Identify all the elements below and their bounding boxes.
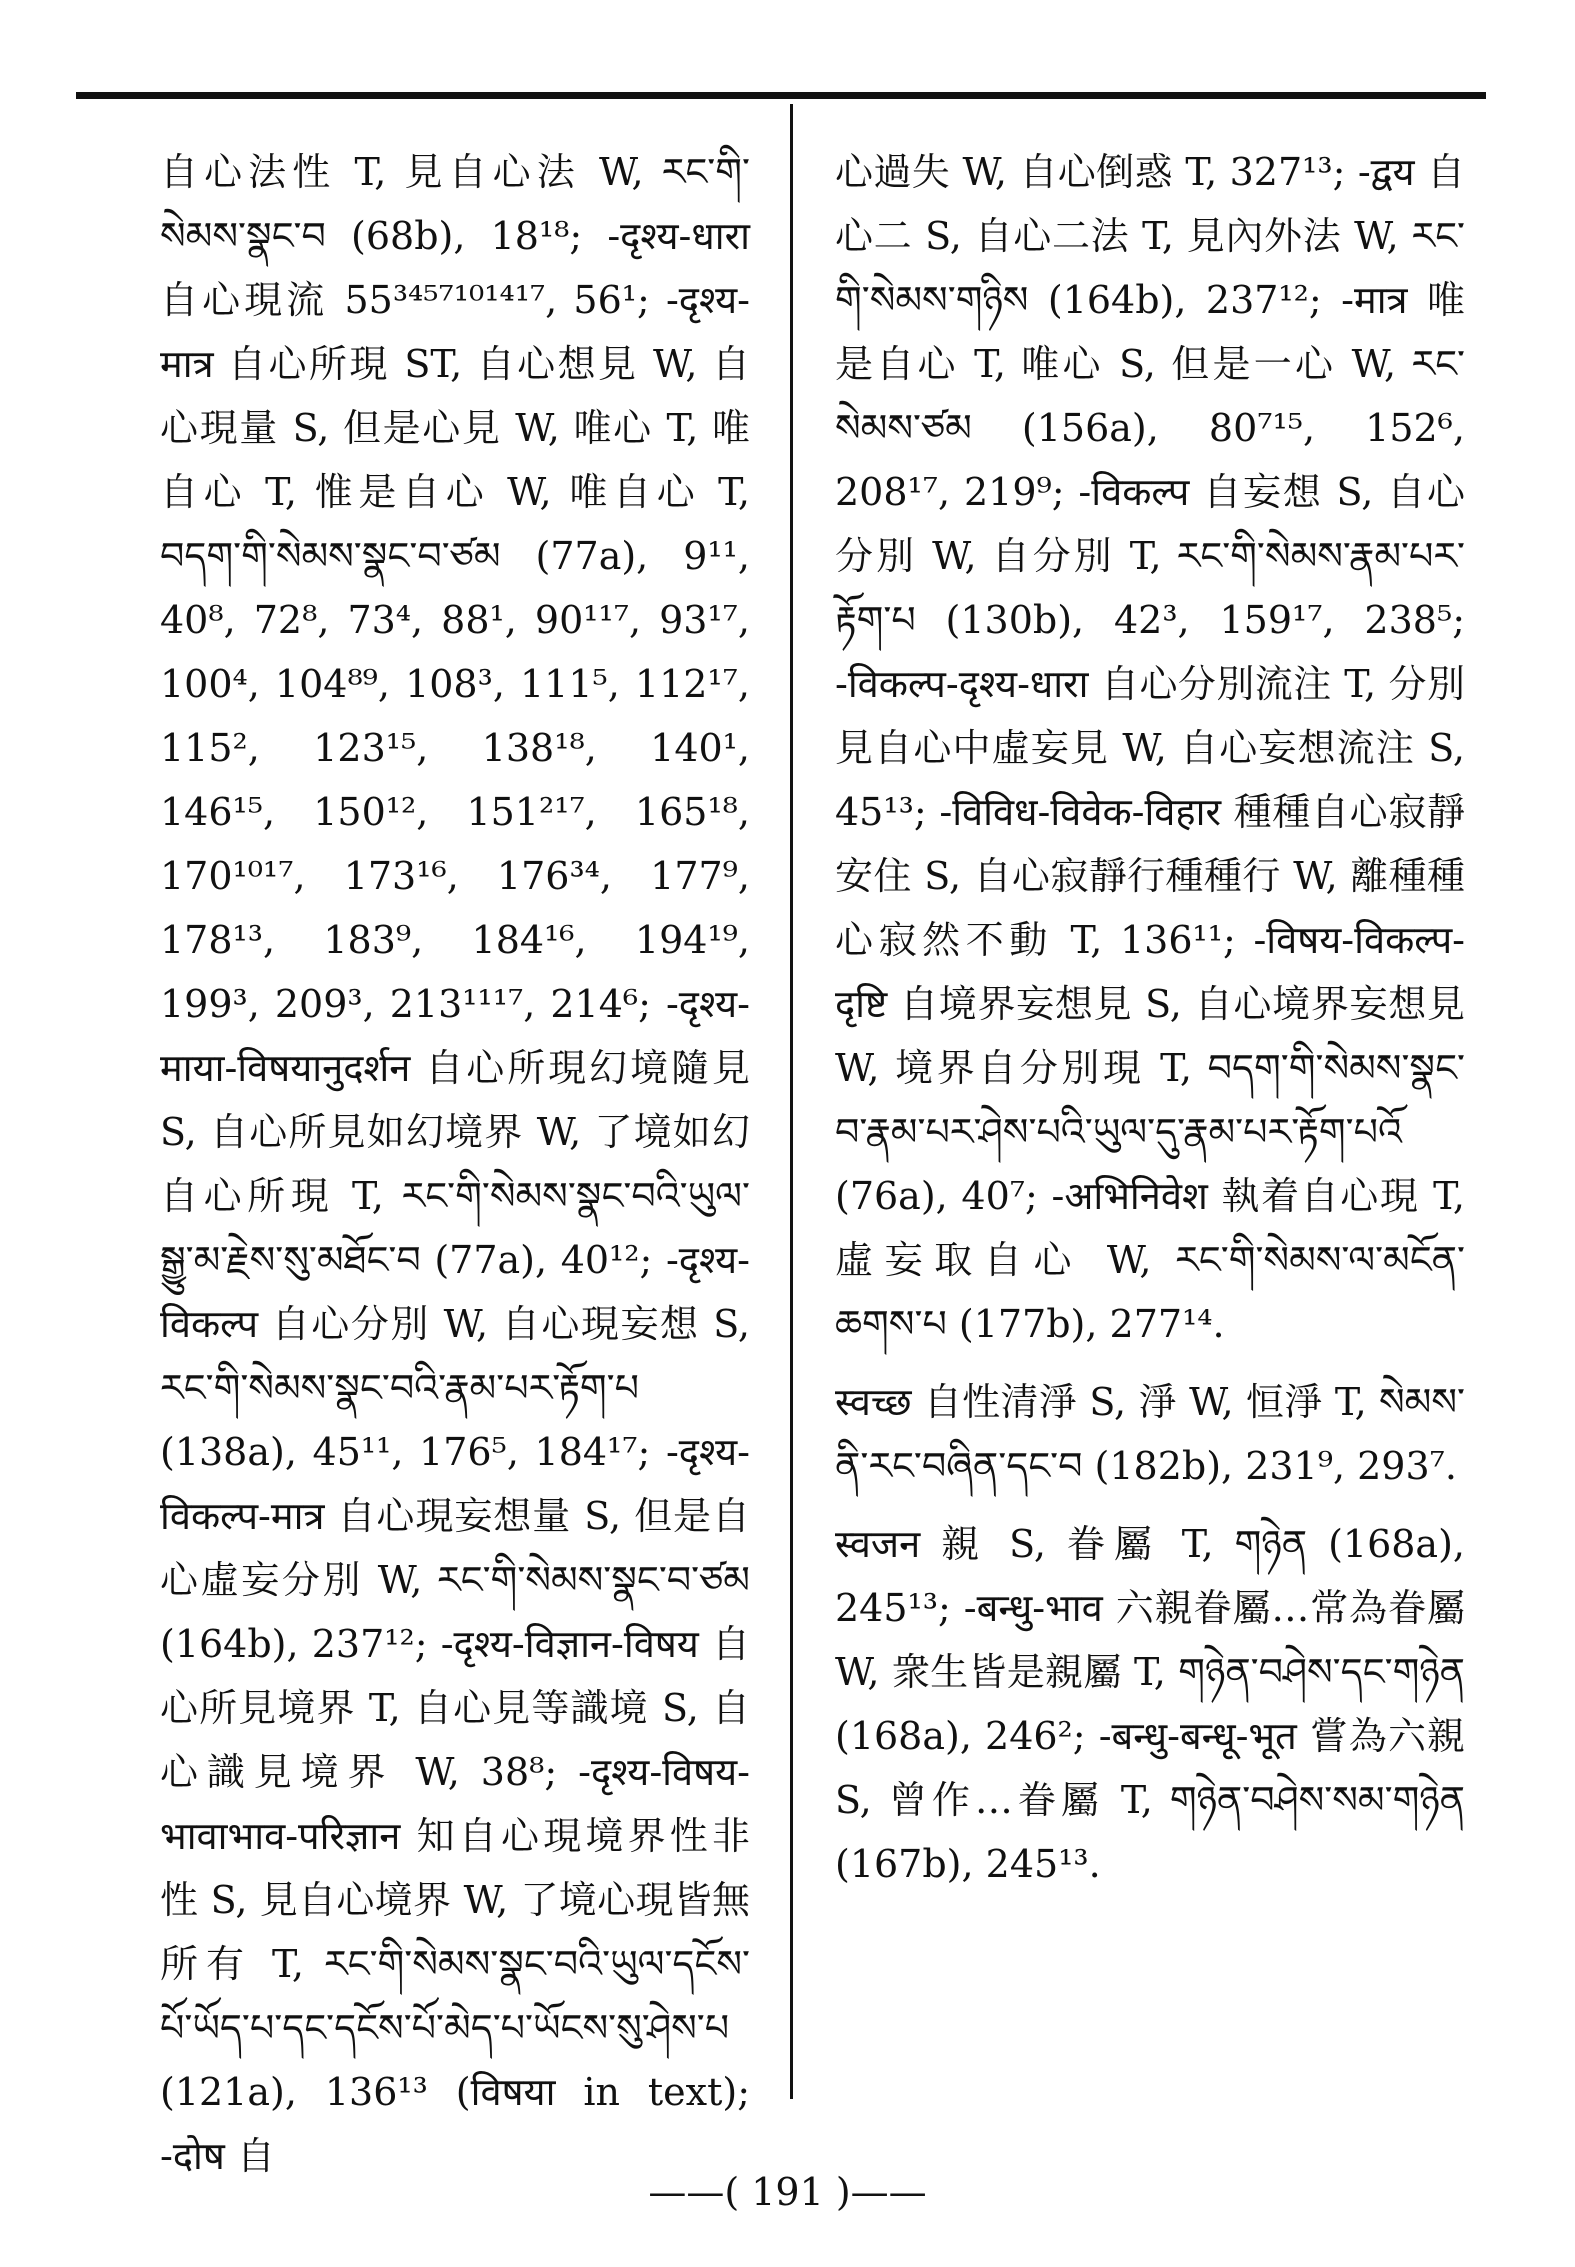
page-number: ——( 191 )——: [648, 2170, 927, 2214]
column-divider: [790, 104, 793, 2099]
top-rule: [76, 92, 1486, 99]
left-column: [160, 140, 750, 2188]
right-column: [835, 140, 1465, 1896]
entry-svacittadosa-continued: 心過失 W, 自心倒惑 T, 327¹³; -द्वय 自心二 S, 自心二法 T, 見內外法 W, རང་གི་སེམས་གཉིས (164b), 237¹²; -मात्र 唯是自心 T, 唯心 S, 但是一心 W, རང་སེམས་ཙམ (156a), 80⁷¹⁵, 152⁶, 208¹⁷, 219⁹; -विकल्प 自妄想 S, 自心分別 W, 自分別 T, རང་གི་སེམས་རྣམ་པར་རྟོག་པ (130b), 42³, 159¹⁷, 238⁵; -विकल्प-दृश्य-धारा 自心分別流注 T, 分別見自心中虛妄見 W, 自心妄想流注 S, 45¹³; -विविध-विवेक-विहार 種種自心寂靜安住 S, 自心寂靜行種種行 W, 離種種心寂然不動 T, 136¹¹; -विषय-विकल्प-दृष्टि 自境界妄想見 S, 自心境界妄想見 W, 境界自分別現 T, བདག་གི་སེམས་སྣང་བ་རྣམ་པར་ཤེས་པའི་ཡུལ་དུ་རྣམ་པར་རྟོག་པའོ (76a), 40⁷; -अभिनिवेश 執着自心現 T, 虛妄取自心 W, རང་གི་སེམས་ལ་མངོན་ཆགས་པ (177b), 277¹⁴.: [835, 150, 1465, 1346]
entry-svajana: स्वजन 親 S, 眷屬 T, གཉེན (168a), 245¹³; -बन्धु-भाव 六親眷屬…常為眷屬 W, 衆生皆是親屬 T, གཉེན་བཤེས་དང་གཉེན (168a), 246²; -बन्धु-बन्धू-भूत 嘗為六親 S, 曾作…眷屬 T, གཉེན་བཤེས་སམ་གཉེན (167b), 245¹³.: [835, 1522, 1465, 1886]
entry-svaccha: स्वच्छ 自性清淨 S, 淨 W, 恒淨 T, སེམས་ནི་རང་བཞིན་དང་བ (182b), 231⁹, 293⁷.: [835, 1380, 1465, 1488]
left-column-text: 自心法性 T, 見自心法 W, རང་གི་སེམས་སྣང་བ (68b), 18¹⁸; -दृश्य-धारा 自心現流 55³⁴⁵⁷¹⁰¹⁴¹⁷, 56¹; -दृश्य-मात्र 自心所現 ST, 自心想見 W, 自心現量 S, 但是心見 W, 唯心 T, 唯自心 T, 惟是自心 W, 唯自心 T, བདག་གི་སེམས་སྣང་བ་ཙམ (77a), 9¹¹, 40⁸, 72⁸, 73⁴, 88¹, 90¹¹⁷, 93¹⁷, 100⁴, 104⁸⁹, 108³, 111⁵, 112¹⁷, 115², 123¹⁵, 138¹⁸, 140¹, 146¹⁵, 150¹², 151²¹⁷, 165¹⁸, 170¹⁰¹⁷, 173¹⁶, 176³⁴, 177⁹, 178¹³, 183⁹, 184¹⁶, 194¹⁹, 199³, 209³, 213¹¹¹⁷, 214⁶; -दृश्य-माया-विषयानुदर्शन 自心所現幻境隨見 S, 自心所見如幻境界 W, 了境如幻自心所現 T, རང་གི་སེམས་སྣང་བའི་ཡུལ་སྒྱུ་མ་རྗེས་སུ་མཐོང་བ (77a), 40¹²; -दृश्य-विकल्प 自心分別 W, 自心現妄想 S, རང་གི་སེམས་སྣང་བའི་རྣམ་པར་རྟོག་པ (138a), 45¹¹, 176⁵, 184¹⁷; -दृश्य-विकल्प-मात्र 自心現妄想量 S, 但是自心虛妄分別 W, རང་གི་སེམས་སྣང་བ་ཙམ (164b), 237¹²; -दृश्य-विज्ञान-विषय 自心所見境界 T, 自心見等識境 S, 自心識見境界 W, 38⁸; -दृश्य-विषय-भावाभाव-परिज्ञान 知自心現境界性非性 S, 見自心境界 W, 了境心現皆無所有 T, རང་གི་སེམས་སྣང་བའི་ཡུལ་དངོས་པོ་ཡོད་པ་དང་དངོས་པོ་མེད་པ་ཡོངས་སུ་ཤེས་པ (121a), 136¹³ (विषया in text); -दोष 自: [160, 150, 750, 2178]
